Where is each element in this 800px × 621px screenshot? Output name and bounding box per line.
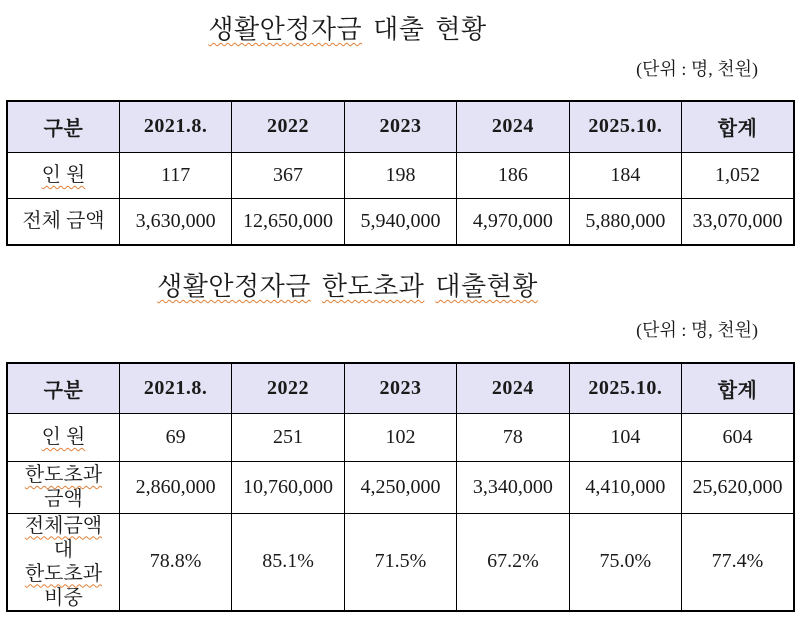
row-label: [7, 198, 119, 245]
column-header: 2021.8.: [119, 363, 231, 413]
column-header: 2021.8.: [119, 101, 231, 152]
column-header: 2024: [457, 363, 569, 413]
value-cell: 198: [344, 152, 456, 198]
table-row: [7, 413, 794, 461]
table-row: [7, 198, 794, 245]
value-cell: 367: [232, 152, 344, 198]
value-cell: 104: [569, 413, 681, 461]
misspelled-word: 인 원: [41, 164, 86, 186]
over-limit-loan-table-body: [7, 413, 794, 611]
value-cell: 85.1%: [232, 513, 344, 611]
table2-unit-note: (단위 : 명, 천원): [636, 320, 758, 340]
title-text: 대출 현황: [362, 15, 487, 44]
value-cell: 78.8%: [119, 513, 231, 611]
table-row: [7, 152, 794, 198]
value-cell: 2,860,000: [119, 461, 231, 513]
misspelled-word: 한도초과: [321, 272, 425, 301]
value-cell: 33,070,000: [682, 198, 794, 245]
table1-unit-note: (단위 : 명, 천원): [636, 59, 758, 79]
row-label-text: 금액: [44, 488, 83, 510]
value-cell: 5,940,000: [344, 198, 456, 245]
row-label: [7, 152, 119, 198]
value-cell: 5,880,000: [569, 198, 681, 245]
value-cell: 251: [232, 413, 344, 461]
table2-title: [0, 266, 695, 303]
column-header: 구분: [7, 101, 119, 152]
row-label: [7, 461, 119, 513]
value-cell: 77.4%: [682, 513, 794, 611]
misspelled-word: 인 원: [41, 426, 86, 448]
misspelled-word: 한도초과: [24, 464, 103, 486]
row-label-text: 전체 금액: [22, 210, 105, 233]
value-cell: 186: [457, 152, 569, 198]
table1-title: [0, 9, 695, 46]
misspelled-word: 전체금액: [24, 514, 103, 537]
value-cell: 67.2%: [457, 513, 569, 611]
value-cell: 12,650,000: [232, 198, 344, 245]
title-text: [311, 272, 322, 301]
row-label-text: 대: [53, 538, 74, 561]
misspelled-word: 생활안정자금: [208, 15, 363, 44]
value-cell: 4,410,000: [569, 461, 681, 513]
value-cell: 4,970,000: [457, 198, 569, 245]
table-row: [7, 513, 794, 611]
row-label: [7, 413, 119, 461]
value-cell: 78: [457, 413, 569, 461]
row-label-text: 비중: [44, 586, 83, 609]
misspelled-word: 대출현황: [435, 272, 538, 301]
value-cell: 4,250,000: [344, 461, 456, 513]
value-cell: 10,760,000: [232, 461, 344, 513]
column-header: 2022: [232, 101, 344, 152]
column-header: 합계: [682, 101, 794, 152]
value-cell: 3,630,000: [119, 198, 231, 245]
value-cell: 25,620,000: [682, 461, 794, 513]
value-cell: 604: [682, 413, 794, 461]
loan-status-table: [6, 100, 795, 246]
column-header: 합계: [682, 363, 794, 413]
over-limit-loan-table-header: [7, 363, 794, 413]
value-cell: 117: [119, 152, 231, 198]
value-cell: 1,052: [682, 152, 794, 198]
loan-status-table-header: [7, 101, 794, 152]
value-cell: 69: [119, 413, 231, 461]
value-cell: 102: [344, 413, 456, 461]
column-header: 2023: [344, 101, 456, 152]
column-header: 2023: [344, 363, 456, 413]
column-header: 2025.10.: [569, 363, 681, 413]
value-cell: 71.5%: [344, 513, 456, 611]
loan-status-table-body: [7, 152, 794, 245]
column-header: 구분: [7, 363, 119, 413]
column-header: 2024: [457, 101, 569, 152]
row-label: [7, 513, 119, 611]
misspelled-word: 한도초과: [24, 562, 103, 585]
table-row: [7, 461, 794, 513]
value-cell: 184: [569, 152, 681, 198]
header-row: [7, 101, 794, 152]
title-text: [424, 272, 435, 301]
over-limit-loan-table: [6, 362, 795, 612]
column-header: 2025.10.: [569, 101, 681, 152]
header-row: [7, 363, 794, 413]
value-cell: 75.0%: [569, 513, 681, 611]
value-cell: 3,340,000: [457, 461, 569, 513]
misspelled-word: 생활안정자금: [157, 272, 311, 301]
column-header: 2022: [232, 363, 344, 413]
